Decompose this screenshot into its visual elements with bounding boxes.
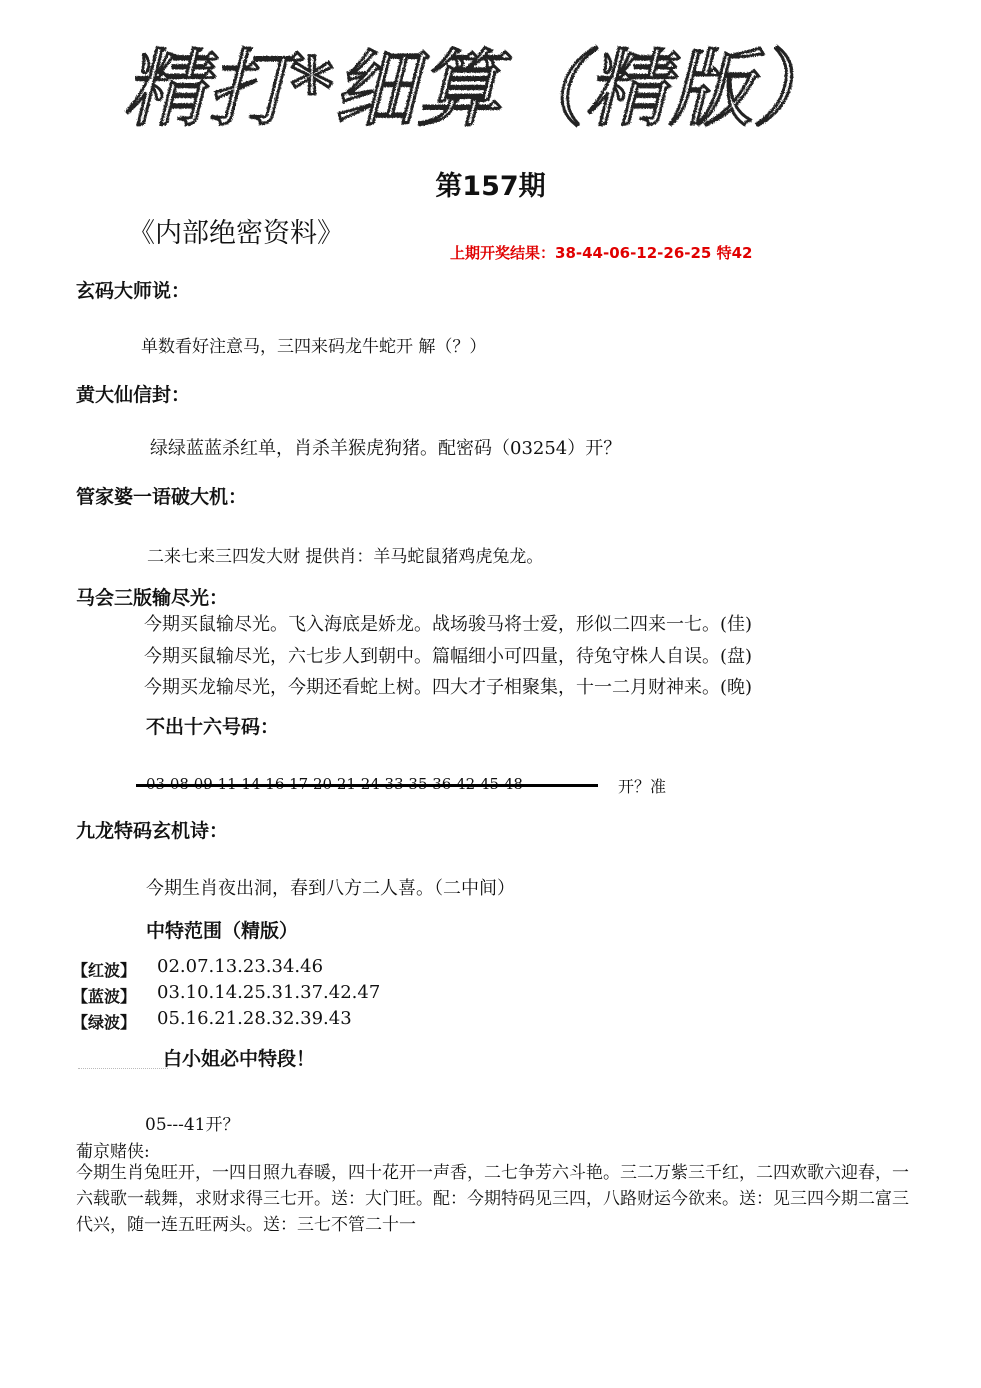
mahui-line: 今期买龙输尽光，今期还看蛇上树。四大才子相聚集，十一二月财神来。(晚) — [144, 677, 753, 698]
huangdaxian-text: 绿绿蓝蓝杀红单，肖杀羊猴虎狗猪。配密码（03254）开？ — [150, 438, 622, 459]
issue-number: 第157期 — [435, 171, 546, 202]
mahui-heading: 马会三版输尽光： — [76, 587, 229, 609]
strikethrough-line — [136, 784, 598, 787]
range-heading: 中特范围（精版） — [146, 920, 299, 942]
banner-title-text: 精打*细算（精版） — [122, 40, 838, 138]
bai-heading: 白小姐必中特段！ — [163, 1048, 316, 1070]
range-label-blue: 【蓝波】 — [72, 987, 137, 1006]
range-values-green: 05.16.21.28.32.39.43 — [157, 1008, 352, 1029]
xuanma-heading: 玄码大师说： — [76, 280, 191, 302]
banner-title-art — [122, 18, 838, 146]
divider — [78, 1068, 168, 1069]
jiulong-text: 今期生肖夜出洞，春到八方二人喜。（二中间） — [146, 878, 515, 899]
banner-title — [122, 18, 838, 146]
range-label-green: 【绿波】 — [72, 1013, 137, 1032]
document-subtitle: 《内部绝密资料》 — [128, 218, 344, 249]
guanjiapo-text: 二来七来三四发大财 提供肖：羊马蛇鼠猪鸡虎兔龙。 — [147, 547, 544, 567]
buchu-note: 开？准 — [618, 777, 667, 796]
huangdaxian-heading: 黄大仙信封： — [76, 384, 191, 406]
range-label-red: 【红波】 — [72, 961, 137, 980]
guanjiapo-heading: 管家婆一语破大机： — [76, 486, 248, 508]
previous-draw-result: 上期开奖结果：38-44-06-12-26-25 特42 — [450, 244, 753, 262]
mahui-line: 今期买鼠输尽光。飞入海底是娇龙。战场骏马将士爱，形似二四来一七。(佳) — [144, 614, 753, 635]
xuanma-text: 单数看好注意马，三四来码龙牛蛇开 解（？） — [141, 337, 487, 357]
range-values-blue: 03.10.14.25.31.37.42.47 — [157, 982, 381, 1003]
jiulong-heading: 九龙特码玄机诗： — [76, 820, 229, 842]
buchu-heading: 不出十六号码： — [146, 716, 280, 738]
mahui-line: 今期买鼠输尽光，六七步人到朝中。篇幅细小可四量，待兔守株人自误。(盘) — [144, 646, 753, 667]
ssxj-text: 今期生肖兔旺开，一四日照九春暖，四十花开一声香，二七争芳六斗艳。三二万紫三千红，二四欢歌六迎春，一六载歌一载舞，求财求得三七开。送：大门旺。配：今期特码见三四，八路财运今欲来。送：见三四今期二富三代兴，随一连五旺两头。送：三七不管二十一 — [76, 1163, 909, 1235]
bai-text: 05---41开？ — [145, 1115, 240, 1135]
ssxj-heading: 葡京赌侠: — [76, 1142, 150, 1162]
range-values-red: 02.07.13.23.34.46 — [157, 956, 324, 977]
